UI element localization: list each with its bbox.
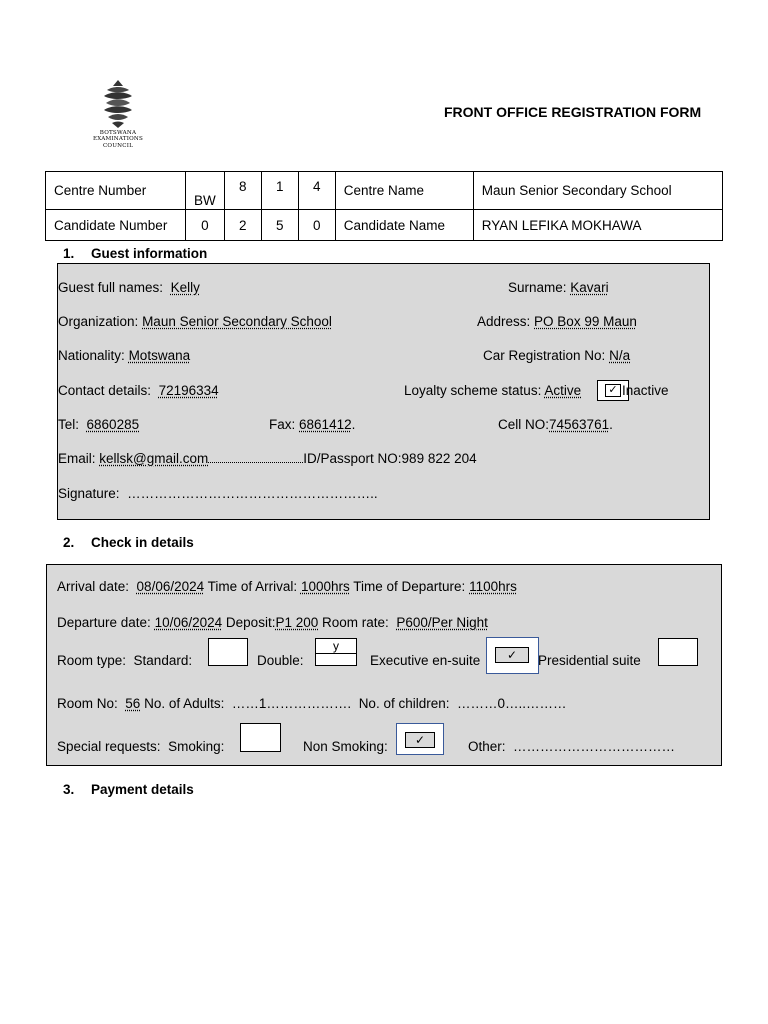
signature-line[interactable]: ………………………………………………..: [127, 486, 378, 501]
surname-label: Surname:: [508, 280, 567, 295]
email-value[interactable]: kellsk@gmail.com: [99, 451, 209, 466]
cell-label: Cell NO:: [498, 417, 550, 432]
centre-number-digit: 4: [298, 172, 335, 210]
cell-field: Cell NO:74563761.: [498, 417, 613, 432]
executive-checkbox[interactable]: [486, 637, 539, 674]
section-1-heading: [63, 246, 207, 261]
other-requests-field: [468, 739, 675, 754]
occupancy-row: [57, 696, 567, 711]
candidate-number-digit: 0: [186, 210, 225, 241]
section-title: Payment details: [91, 782, 194, 797]
candidate-number-digit: 2: [224, 210, 261, 241]
arrival-date-value[interactable]: 08/06/2024: [136, 579, 205, 594]
centre-name-value: Maun Senior Secondary School: [473, 172, 722, 210]
section-title: Check in details: [91, 535, 194, 550]
address-field: [477, 314, 637, 329]
passport-value[interactable]: 989 822 204: [401, 451, 477, 466]
arrival-date-label: Arrival date:: [57, 579, 130, 594]
car-registration-label: Car Registration No:: [483, 348, 606, 363]
room-rate-label: Room rate:: [322, 615, 389, 630]
botswana-examinations-council-logo: [88, 78, 148, 158]
email-field: [58, 451, 477, 466]
candidate-number-digit: 0: [298, 210, 335, 241]
guest-names-label: Guest full names:: [58, 280, 164, 295]
special-requests-label: Special requests: Smoking:: [57, 739, 225, 754]
children-label: No. of children:: [358, 696, 450, 711]
room-type-label: Room type: Standard:: [57, 653, 193, 668]
departure-row: [57, 615, 488, 630]
double-label: Double:: [257, 653, 304, 668]
departure-date-label: Departure date:: [57, 615, 151, 630]
logo-text: BOTSWANA EXAMINATIONS COUNCIL: [92, 130, 144, 149]
time-of-arrival-label: Time of Arrival:: [207, 579, 298, 594]
section-number: 2.: [63, 535, 75, 550]
tel-value[interactable]: 6860285: [86, 417, 140, 432]
organization-value[interactable]: Maun Senior Secondary School: [142, 314, 332, 329]
passport-label: ID/Passport NO:: [303, 451, 402, 466]
double-mark: y: [316, 639, 356, 654]
surname-value[interactable]: Kavari: [570, 280, 609, 295]
standard-label: Standard:: [133, 653, 193, 668]
bec-emblem-icon: [101, 78, 135, 130]
surname-field: [508, 280, 609, 295]
non-smoking-label: Non Smoking:: [303, 739, 388, 754]
candidate-number-row: [46, 210, 723, 241]
nationality-label: Nationality:: [58, 348, 125, 363]
presidential-checkbox[interactable]: [658, 638, 698, 666]
nationality-field: [58, 348, 190, 363]
centre-number-label: Centre Number: [46, 172, 186, 210]
smoking-label: Smoking:: [168, 739, 225, 754]
candidate-number-digit: 5: [261, 210, 298, 241]
time-of-departure-label: Time of Departure:: [353, 579, 466, 594]
departure-date-value[interactable]: 10/06/2024: [154, 615, 223, 630]
check-icon: ✓: [405, 732, 435, 748]
centre-number-digit: 1: [261, 172, 298, 210]
candidate-number-label: Candidate Number: [46, 210, 186, 241]
executive-label: Executive en-suite: [370, 653, 481, 668]
presidential-label: Presidential suite: [538, 653, 641, 668]
section-3-heading: [63, 782, 194, 797]
section-number: 3.: [63, 782, 75, 797]
room-no-label: Room No:: [57, 696, 118, 711]
fax-label: Fax:: [269, 417, 296, 432]
centre-number-row: [46, 172, 723, 210]
car-registration-field: [483, 348, 630, 363]
centre-name-label: Centre Name: [335, 172, 473, 210]
adults-value[interactable]: ……1……………….: [231, 696, 352, 711]
loyalty-scheme-label: Loyalty scheme status:: [404, 383, 542, 398]
address-value[interactable]: PO Box 99 Maun: [534, 314, 637, 329]
check-icon: ✓: [605, 384, 621, 397]
deposit-label: Deposit:: [225, 615, 276, 630]
standard-checkbox[interactable]: [208, 638, 248, 666]
organization-label: Organization:: [58, 314, 139, 329]
tel-label: Tel:: [58, 417, 80, 432]
email-label: Email:: [58, 451, 96, 466]
section-number: 1.: [63, 246, 75, 261]
other-label: Other:: [468, 739, 506, 754]
candidate-name-label: Candidate Name: [335, 210, 473, 241]
centre-number-digit: BW: [186, 172, 225, 210]
contact-details-label: Contact details:: [58, 383, 152, 398]
double-checkbox[interactable]: [315, 638, 357, 666]
check-icon: ✓: [495, 647, 529, 663]
guest-names-field: [58, 280, 200, 295]
tel-field: [58, 417, 139, 432]
address-label: Address:: [477, 314, 531, 329]
deposit-value[interactable]: P1 200: [275, 615, 319, 630]
other-line[interactable]: ………………………………: [513, 739, 676, 754]
arrival-row: [57, 579, 517, 594]
time-of-arrival-value[interactable]: 1000hrs: [300, 579, 350, 594]
guest-names-value[interactable]: Kelly: [170, 280, 200, 295]
smoking-checkbox[interactable]: [240, 723, 281, 752]
time-of-departure-value[interactable]: 1100hrs: [469, 579, 517, 594]
section-2-heading: [63, 535, 194, 550]
car-registration-value[interactable]: N/a: [609, 348, 631, 363]
signature-label: Signature:: [58, 486, 120, 501]
candidate-name-value: RYAN LEFIKA MOKHAWA: [473, 210, 722, 241]
fax-field: Fax: 6861412.: [269, 417, 356, 432]
non-smoking-checkbox[interactable]: [396, 723, 444, 755]
room-rate-value[interactable]: P600/Per Night: [396, 615, 488, 630]
organization-field: [58, 314, 332, 329]
loyalty-inactive-option[interactable]: Inactive: [622, 383, 669, 398]
centre-candidate-table: [45, 171, 723, 241]
room-no-value[interactable]: 56: [125, 696, 141, 711]
contact-details-field: [58, 383, 219, 398]
children-value[interactable]: ………0…..………: [457, 696, 567, 711]
adults-label: No. of Adults:: [144, 696, 225, 711]
form-title: FRONT OFFICE REGISTRATION FORM: [444, 104, 702, 120]
fax-value[interactable]: 6861412: [299, 417, 352, 432]
loyalty-active-option[interactable]: Active: [544, 383, 582, 398]
section-title: Guest information: [91, 246, 208, 261]
loyalty-scheme-field: [404, 383, 581, 398]
contact-details-value[interactable]: 72196334: [158, 383, 219, 398]
nationality-value[interactable]: Motswana: [128, 348, 191, 363]
cell-value[interactable]: 74563761: [549, 417, 610, 432]
centre-number-digit: 8: [224, 172, 261, 210]
signature-field: [58, 486, 378, 501]
